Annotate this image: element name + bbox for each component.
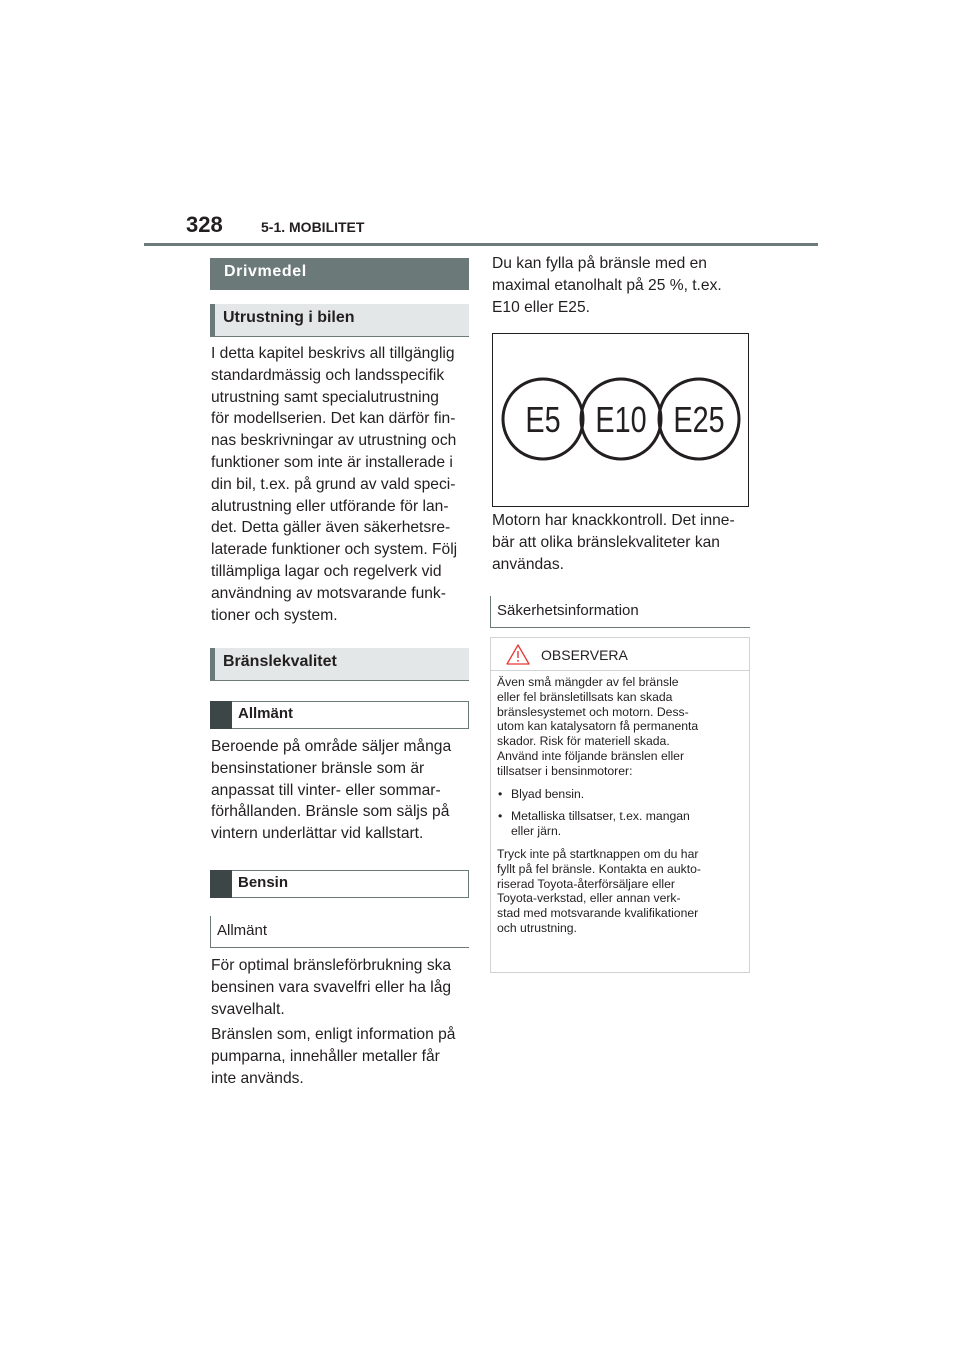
fuel-label-figure	[492, 333, 749, 507]
heading-utrustning: Utrustning i bilen	[210, 304, 469, 337]
subheading-allmant: Allmänt	[210, 916, 469, 948]
subheading-sakerhetsinformation: Säkerhetsinformation	[490, 596, 750, 628]
header-rule	[144, 243, 818, 246]
notice-intro: Även små mängder av fel bränsle eller fel bränsletillsats kan skada bränslesystemet och motorn. Dess- utom kan katalysatorn få permanenta skador. Risk för materiell skada. Använd inte följande bränslen eller tillsatser i bensinmotorer:	[497, 675, 699, 778]
notice-body	[497, 675, 741, 944]
notice-title: OBSERVERA	[541, 647, 628, 663]
e10-label: E10	[595, 398, 647, 440]
petrol-paragraph-2: Bränslen som, enligt information på pumparna, innehåller metaller får inte används.	[211, 1026, 456, 1087]
notice-box	[490, 637, 750, 973]
e25-label: E25	[673, 398, 725, 440]
petrol-paragraph-1: För optimal bränsleförbrukning ska bensinen vara svavelfri eller ha låg svavelhalt.	[211, 957, 452, 1018]
ethanol-paragraph: Du kan fylla på bränsle med en maximal etanolhalt på 25 %, t.ex. E10 eller E25.	[492, 255, 722, 316]
knock-paragraph: Motorn har knackkontroll. Det inne- bär att olika bränslekvaliteter kan användas.	[492, 512, 735, 573]
heading-bensin: Bensin	[210, 870, 469, 898]
notice-bullet-metallic: • Metalliska tillsatser, t.ex. mangan eller järn.	[497, 809, 741, 839]
warning-triangle-icon	[506, 644, 530, 665]
heading-drivmedel: Drivmedel	[210, 258, 469, 290]
fuel-labels-svg	[493, 334, 748, 506]
page-number: 328	[186, 212, 223, 237]
section-title: 5-1. MOBILITET	[261, 219, 365, 235]
notice-header	[491, 638, 749, 671]
heading-allmant: Allmänt	[210, 701, 469, 729]
notice-outro: Tryck inte på startknappen om du har fyllt på fel bränsle. Kontakta en aukto- riserad Toyota-återförsäljare eller Toyota-verkstad, eller annan verk- stad med motsvarande kvalifikationer och utrustning.	[497, 846, 701, 935]
heading-branslekvalitet: Bränslekvalitet	[210, 648, 469, 681]
e5-label: E5	[525, 398, 561, 440]
general-paragraph: Beroende på område säljer många bensinstationer bränsle som är anpassat till vinter- eller sommar- förhållanden. Bränsle som säljs på vintern underlättar vid kallstart.	[211, 738, 452, 843]
notice-bullet-leaded: • Blyad bensin.	[497, 787, 741, 802]
equipment-paragraph: I detta kapitel beskrivs all tillgänglig standardmässig och landsspecifik utrustning samt specialutrustning för modellserien. Det kan därför fin- nas beskrivningar av utrustning och funktioner som inte är installerade i din bil, t.ex. på grund av vald speci- alutrustning eller utförande för lan- det. Detta gäller även säkerhetsre- laterade funktioner och system. Följ tillämpliga lagar och regelverk vid användning av motsvarande funk- tioner och system.	[211, 345, 458, 624]
